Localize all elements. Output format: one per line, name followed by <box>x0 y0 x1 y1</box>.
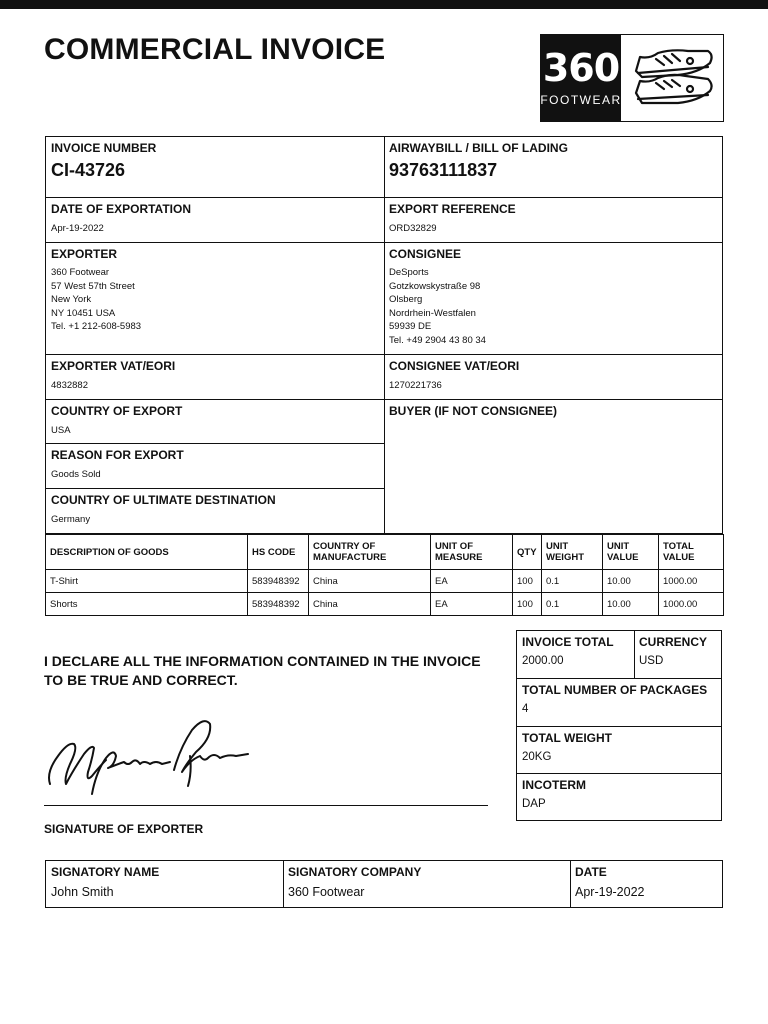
table-cell: Shorts <box>46 593 248 616</box>
exporter-line: NY 10451 USA <box>51 307 116 319</box>
logo-word: FOOTWEAR <box>540 93 622 107</box>
table-header-row <box>46 535 724 570</box>
invoice-number-section <box>46 137 161 185</box>
exporter-vat-label: EXPORTER VAT/EORI <box>51 359 176 373</box>
currency-value: USD <box>639 655 664 667</box>
invoice-total-label: INVOICE TOTAL <box>522 635 614 649</box>
col-header: QTY <box>513 535 542 570</box>
signatory-company-label: SIGNATORY COMPANY <box>288 865 422 879</box>
reason-value: Goods Sold <box>51 469 101 480</box>
declaration-text: I DECLARE ALL THE INFORMATION CONTAINED IN THE INVOICE TO BE TRUE AND CORRECT. <box>44 653 481 688</box>
export-reference-section <box>384 198 521 240</box>
consignee-label: CONSIGNEE <box>389 247 462 261</box>
airwaybill-section <box>384 137 573 185</box>
exporter-line: 360 Footwear <box>51 267 110 278</box>
page-title: COMMERCIAL INVOICE <box>44 33 386 66</box>
table-cell: 10.00 <box>603 570 659 593</box>
col-header: TOTAL VALUE <box>659 535 724 570</box>
currency-section <box>634 631 712 671</box>
date-export-section <box>46 198 196 240</box>
consignee-line: Tel. +49 2904 43 80 34 <box>389 334 486 346</box>
country-export-value: USA <box>51 425 71 436</box>
destination-section <box>46 489 281 531</box>
signatory-name-section <box>46 861 164 903</box>
exporter-line: Tel. +1 212-608-5983 <box>51 321 142 332</box>
col-header: UNIT WEIGHT <box>542 535 603 570</box>
table-cell: 1000.00 <box>659 593 724 616</box>
totals-box <box>516 630 722 821</box>
consignee-section <box>384 243 491 351</box>
table-cell: 10.00 <box>603 593 659 616</box>
country-export-section <box>46 400 187 442</box>
reason-label: REASON FOR EXPORT <box>51 448 184 462</box>
signature-line <box>44 805 488 806</box>
signatory-date-section <box>570 861 650 903</box>
table-cell: EA <box>431 570 513 593</box>
col-header: UNIT OF MEASURE <box>431 535 513 570</box>
consignee-vat-section <box>384 355 524 397</box>
col-header: DESCRIPTION OF GOODS <box>46 535 248 570</box>
weight-value: 20KG <box>522 751 552 763</box>
export-reference-label: EXPORT REFERENCE <box>389 202 516 216</box>
exporter-line: 57 West 57th Street <box>51 280 135 292</box>
signatory-company-value: 360 Footwear <box>288 885 365 899</box>
consignee-line: Gotzkowskystraße 98 <box>389 280 481 292</box>
export-reference-value: ORD32829 <box>389 223 437 234</box>
weight-label: TOTAL WEIGHT <box>522 731 612 745</box>
table-cell: 1000.00 <box>659 570 724 593</box>
packages-section <box>517 679 712 719</box>
logo-number: 360 <box>542 46 620 90</box>
table-cell: 0.1 <box>542 570 603 593</box>
destination-value: Germany <box>51 514 91 525</box>
exporter-line: New York <box>51 294 92 305</box>
reason-section <box>46 444 189 486</box>
col-header: HS CODE <box>248 535 309 570</box>
currency-label: CURRENCY <box>639 635 708 649</box>
consignee-vat-value: 1270221736 <box>389 380 442 391</box>
table-cell: EA <box>431 593 513 616</box>
signatory-date-label: DATE <box>575 865 607 879</box>
exporter-vat-section <box>46 355 180 397</box>
consignee-line: DeSports <box>389 267 429 278</box>
weight-section <box>517 727 617 767</box>
incoterm-section <box>517 774 591 814</box>
invoice-number-value: CI-43726 <box>51 160 126 180</box>
col-header: UNIT VALUE <box>603 535 659 570</box>
invoice-number-label: INVOICE NUMBER <box>51 141 157 155</box>
packages-value: 4 <box>522 703 529 715</box>
company-logo <box>540 34 724 122</box>
buyer-label: BUYER (IF NOT CONSIGNEE) <box>389 404 558 418</box>
packages-label: TOTAL NUMBER OF PACKAGES <box>522 683 708 697</box>
signature-image <box>44 712 254 800</box>
top-bar <box>0 0 768 9</box>
invoice-total-section <box>517 631 619 671</box>
logo-badge <box>541 35 621 121</box>
destination-label: COUNTRY OF ULTIMATE DESTINATION <box>51 493 276 507</box>
table-cell: China <box>309 593 431 616</box>
date-export-label: DATE OF EXPORTATION <box>51 202 191 216</box>
table-cell: 100 <box>513 593 542 616</box>
exporter-address <box>51 266 141 334</box>
table-cell: 583948392 <box>248 593 309 616</box>
table-row <box>46 570 724 593</box>
exporter-section <box>46 243 146 338</box>
table-cell: 583948392 <box>248 570 309 593</box>
consignee-line: 59939 DE <box>389 321 432 332</box>
airwaybill-value: 93763111837 <box>389 160 498 180</box>
sneakers-icon <box>621 35 723 121</box>
table-row <box>46 593 724 616</box>
signatory-name-label: SIGNATORY NAME <box>51 865 160 879</box>
signatory-date-value: Apr-19-2022 <box>575 885 645 899</box>
signature-label: SIGNATURE OF EXPORTER <box>44 822 204 836</box>
incoterm-label: INCOTERM <box>522 778 586 792</box>
exporter-label: EXPORTER <box>51 247 118 261</box>
incoterm-value: DAP <box>522 798 546 810</box>
consignee-line: Olsberg <box>389 294 423 305</box>
date-export-value: Apr-19-2022 <box>51 223 104 234</box>
signatory-box <box>45 860 723 908</box>
table-cell: China <box>309 570 431 593</box>
consignee-line: Nordrhein-Westfalen <box>389 307 476 319</box>
table-cell: 0.1 <box>542 593 603 616</box>
airwaybill-label: AIRWAYBILL / BILL OF LADING <box>389 141 568 155</box>
table-cell: T-Shirt <box>46 570 248 593</box>
country-export-label: COUNTRY OF EXPORT <box>51 404 183 418</box>
exporter-vat-value: 4832882 <box>51 380 88 391</box>
signatory-company-section <box>283 861 426 903</box>
goods-table <box>45 534 724 616</box>
invoice-total-value: 2000.00 <box>522 655 564 667</box>
table-cell: 100 <box>513 570 542 593</box>
consignee-address <box>389 266 486 347</box>
invoice-info-grid <box>45 136 723 534</box>
consignee-vat-label: CONSIGNEE VAT/EORI <box>389 359 520 373</box>
buyer-section <box>384 400 562 422</box>
col-header: COUNTRY OF MANUFACTURE <box>309 535 431 570</box>
signatory-name-value: John Smith <box>51 885 114 899</box>
